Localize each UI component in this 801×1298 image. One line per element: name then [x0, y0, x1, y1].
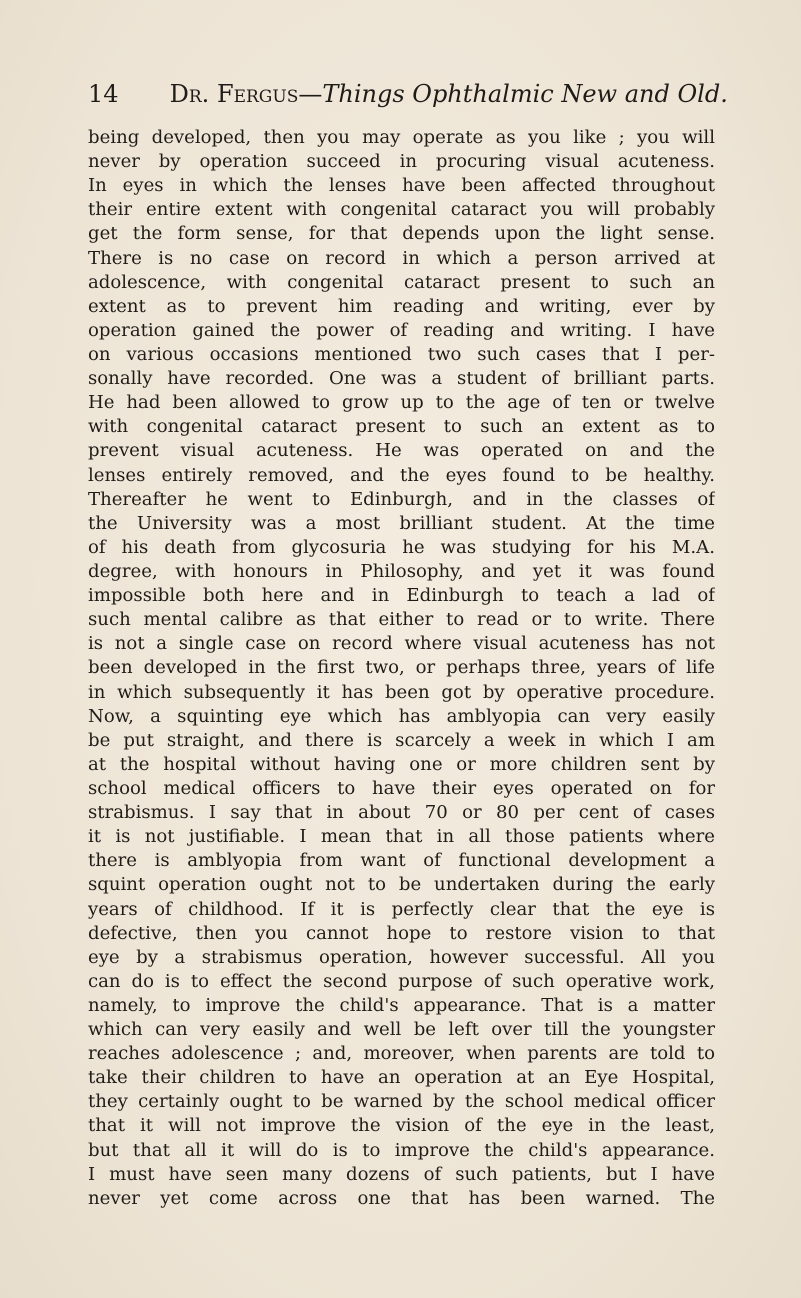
- text-line: get the form sense, for that depends upon the light sense.: [88, 223, 715, 245]
- text-line: never by operation succeed in procuring visual acuteness.: [88, 151, 715, 173]
- text-line: at the hospital without having one or more children sent by: [88, 753, 715, 775]
- running-head-title: Things Ophthalmic New and Old.: [322, 80, 728, 108]
- text-line: reaches adolescence ; and, moreover, when parents are told to: [88, 1043, 715, 1065]
- text-line: prevent visual acuteness. He was operated on and the: [88, 440, 715, 462]
- text-line: namely, to improve the child's appearance. That is a matter: [88, 994, 715, 1016]
- running-head-author: Dr. Fergus: [169, 80, 299, 108]
- text-line: never yet come across one that has been warned. The: [88, 1187, 715, 1209]
- text-line: been developed in the first two, or perhaps three, years of life: [88, 657, 715, 679]
- text-line: which can very easily and well be left over till the youngster: [88, 1019, 715, 1041]
- text-line: In eyes in which the lenses have been affected throughout: [88, 175, 715, 197]
- text-line: adolescence, with congenital cataract present to such an: [88, 271, 715, 293]
- text-line: with congenital cataract present to such an extent as to: [88, 416, 715, 438]
- text-line: impossible both here and in Edinburgh to teach a lad of: [88, 585, 715, 607]
- text-line: Now, a squinting eye which has amblyopia can very easily: [88, 705, 715, 727]
- text-line: squint operation ought not to be undertaken during the early: [88, 874, 715, 896]
- text-line: of his death from glycosuria he was studying for his M.A.: [88, 536, 715, 558]
- text-line: defective, then you cannot hope to restore vision to that: [88, 922, 715, 944]
- body-text: [88, 126, 715, 1286]
- page-header: [88, 74, 728, 114]
- running-head-separator: —: [298, 80, 323, 108]
- text-line: being developed, then you may operate as you like ; you will: [88, 127, 715, 148]
- text-line: in which subsequently it has been got by operative procedure.: [88, 681, 715, 703]
- text-line: There is no case on record in which a person arrived at: [88, 247, 715, 269]
- text-line: sonally have recorded. One was a student of brilliant parts.: [88, 368, 715, 390]
- text-line: is not a single case on record where visual acuteness has not: [88, 633, 715, 655]
- page-number: 14: [88, 80, 119, 108]
- text-line: Thereafter he went to Edinburgh, and in the classes of: [88, 488, 715, 510]
- text-line: lenses entirely removed, and the eyes found to be healthy.: [88, 464, 715, 486]
- text-line: eye by a strabismus operation, however successful. All you: [88, 946, 715, 968]
- text-line: the University was a most brilliant student. At the time: [88, 512, 715, 534]
- text-line: strabismus. I say that in about 70 or 80 per cent of cases: [88, 802, 715, 824]
- text-line: operation gained the power of reading and writing. I have: [88, 319, 715, 341]
- text-line: that it will not improve the vision of the eye in the least,: [88, 1115, 715, 1137]
- text-line: on various occasions mentioned two such cases that I per-: [88, 343, 715, 365]
- text-line: take their children to have an operation at an Eye Hospital,: [88, 1067, 715, 1089]
- text-line: it is not justifiable. I mean that in all those patients where: [88, 826, 715, 848]
- text-line: I must have seen many dozens of such patients, but I have: [88, 1163, 715, 1185]
- text-line: but that all it will do is to improve the child's appearance.: [88, 1139, 715, 1161]
- text-line: be put straight, and there is scarcely a week in which I am: [88, 729, 715, 751]
- text-line: they certainly ought to be warned by the school medical officer: [88, 1091, 715, 1113]
- text-line: years of childhood. If it is perfectly clear that the eye is: [88, 898, 715, 920]
- text-line: degree, with honours in Philosophy, and yet it was found: [88, 560, 715, 582]
- text-line: school medical officers to have their eyes operated on for: [88, 777, 715, 799]
- text-line: extent as to prevent him reading and writing, ever by: [88, 295, 715, 317]
- text-line: such mental calibre as that either to read or to write. There: [88, 609, 715, 631]
- text-line: He had been allowed to grow up to the age of ten or twelve: [88, 392, 715, 414]
- text-line: there is amblyopia from want of functional development a: [88, 850, 715, 872]
- text-line: their entire extent with congenital cataract you will probably: [88, 199, 715, 221]
- text-line: can do is to effect the second purpose of such operative work,: [88, 970, 715, 992]
- running-head: [170, 74, 728, 114]
